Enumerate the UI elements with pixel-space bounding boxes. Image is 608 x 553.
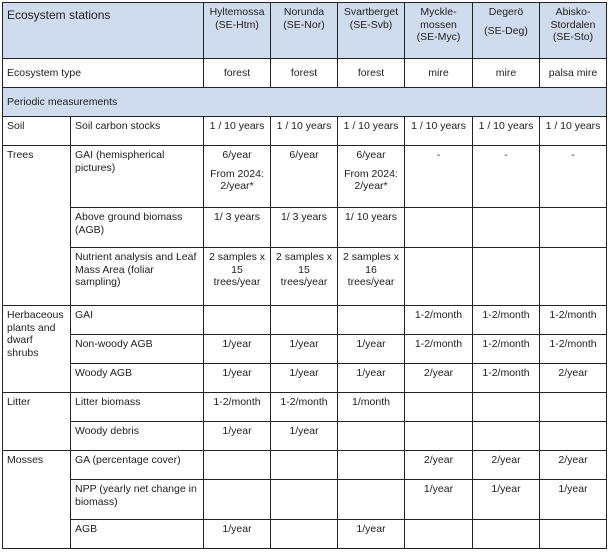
frequency-cell	[540, 117, 607, 146]
frequency-cell	[204, 364, 271, 393]
station-name: Svartberget	[343, 6, 399, 18]
frequency-cell	[473, 422, 540, 451]
frequency-cell	[405, 117, 473, 146]
measurement-label: Soil carbon stocks	[71, 117, 204, 146]
ecosystem-type-row	[3, 59, 607, 88]
frequency-cell	[405, 146, 473, 208]
frequency-cell	[405, 451, 473, 480]
frequency-cell	[540, 306, 607, 335]
frequency-value: 2 samples x 15 trees/year	[208, 251, 266, 288]
frequency-cell	[473, 208, 540, 248]
frequency-cell	[540, 364, 607, 393]
frequency-value: 1-2/month	[213, 396, 261, 408]
frequency-value: 1 / 10 years	[343, 120, 399, 132]
frequency-cell	[473, 393, 540, 422]
measurement-label: AGB	[71, 520, 204, 549]
frequency-cell	[338, 520, 405, 549]
ecosystem-type-value: forest	[204, 59, 271, 88]
frequency-cell	[204, 520, 271, 549]
frequency-value: -	[504, 149, 508, 161]
frequency-cell	[338, 480, 405, 520]
station-name: Myckle- mossen	[420, 6, 457, 31]
frequency-cell	[540, 208, 607, 248]
frequency-value: 1-2/month	[414, 309, 463, 321]
frequency-cell	[271, 422, 338, 451]
table-row	[3, 248, 607, 306]
frequency-cell	[405, 364, 473, 393]
section-title: Periodic measurements	[3, 88, 607, 117]
frequency-value: 6/year	[289, 149, 319, 161]
frequency-cell	[204, 480, 271, 520]
station-header-htm	[204, 3, 271, 59]
frequency-cell	[405, 248, 473, 306]
category-cell: Soil	[3, 117, 71, 146]
frequency-cell	[271, 451, 338, 480]
frequency-cell	[271, 248, 338, 306]
frequency-value: 1 / 10 years	[276, 120, 332, 132]
frequency-cell	[204, 146, 271, 208]
table-row	[3, 306, 607, 335]
frequency-value: 1-2/month	[549, 309, 597, 321]
station-code: (SE-Nor)	[283, 18, 325, 31]
table-row	[3, 451, 607, 480]
frequency-cell	[405, 306, 473, 335]
frequency-cell	[540, 335, 607, 364]
frequency-cell	[473, 480, 540, 520]
ecosystem-type-value: mire	[405, 59, 473, 88]
frequency-cell	[405, 208, 473, 248]
frequency-value: 1-2/month	[482, 367, 530, 379]
frequency-value: 1-2/month	[549, 338, 597, 350]
frequency-value: 2 samples x 15 trees/year	[275, 251, 333, 288]
station-name: Abisko- Stordalen	[550, 6, 596, 31]
station-code: (SE-Htm)	[215, 18, 259, 31]
frequency-cell	[338, 146, 405, 208]
table-row	[3, 364, 607, 393]
table-row	[3, 480, 607, 520]
category-cell: Litter	[3, 393, 71, 451]
ecosystem-type-label: Ecosystem type	[3, 59, 204, 88]
frequency-value: 6/year	[222, 149, 252, 161]
frequency-note: From 2024: 2/year*	[210, 167, 264, 192]
frequency-value: 2/year	[491, 454, 521, 466]
frequency-value: 1/year	[356, 338, 386, 350]
frequency-cell	[271, 146, 338, 208]
ecosystem-type-value: forest	[338, 59, 405, 88]
frequency-cell	[540, 451, 607, 480]
frequency-cell	[540, 393, 607, 422]
frequency-cell	[271, 306, 338, 335]
frequency-cell	[473, 364, 540, 393]
frequency-value: 1/year	[222, 367, 252, 379]
frequency-cell	[473, 451, 540, 480]
frequency-value: 1/year	[356, 523, 386, 535]
frequency-value: 1 / 10 years	[209, 120, 265, 132]
frequency-cell	[271, 393, 338, 422]
frequency-cell	[204, 306, 271, 335]
measurement-label: Nutrient analysis and Leaf Mass Area (foliar sampling)	[71, 248, 204, 306]
frequency-value: 1/year	[222, 425, 252, 437]
frequency-value: 2/year	[423, 454, 454, 466]
frequency-cell	[338, 393, 405, 422]
category-cell: Herbaceous plants and dwarf shrubs	[3, 306, 71, 393]
frequency-cell	[271, 364, 338, 393]
station-name: Hyltemossa	[209, 6, 265, 18]
frequency-cell	[405, 335, 473, 364]
measurement-label: Non-woody AGB	[71, 335, 204, 364]
frequency-cell	[338, 248, 405, 306]
frequency-cell	[540, 480, 607, 520]
frequency-value: 6/year	[356, 149, 386, 161]
frequency-value: 1/year	[423, 483, 454, 495]
frequency-cell	[338, 117, 405, 146]
frequency-value: 1/ 3 years	[213, 211, 261, 223]
station-code: (SE-Sto)	[552, 31, 594, 43]
frequency-cell	[338, 364, 405, 393]
frequency-cell	[204, 422, 271, 451]
frequency-value: -	[436, 149, 441, 161]
frequency-cell	[405, 393, 473, 422]
frequency-cell	[271, 117, 338, 146]
station-header-myc	[405, 3, 473, 59]
measurement-label: Above ground biomass (AGB)	[71, 208, 204, 248]
frequency-cell	[271, 335, 338, 364]
frequency-cell	[338, 306, 405, 335]
frequency-value: 1 / 10 years	[411, 120, 466, 132]
frequency-cell	[405, 422, 473, 451]
measurement-label: NPP (yearly net change in biomass)	[71, 480, 204, 520]
frequency-cell	[204, 335, 271, 364]
measurement-label: GA (percentage cover)	[71, 451, 204, 480]
frequency-value: 1/year	[222, 338, 252, 350]
station-header-deg	[473, 3, 540, 59]
ecosystem-type-value: palsa mire	[540, 59, 607, 88]
station-code: (SE-Deg)	[484, 24, 528, 37]
frequency-value: 1/year	[558, 483, 588, 495]
section-row	[3, 88, 607, 117]
station-header-nor	[271, 3, 338, 59]
measurement-label: Litter biomass	[71, 393, 204, 422]
station-code: (SE-Myc)	[416, 31, 461, 43]
frequency-value: 1-2/month	[482, 338, 530, 350]
frequency-value: 1/ 10 years	[345, 211, 397, 223]
measurement-label: Woody debris	[71, 422, 204, 451]
measurements-table	[2, 2, 607, 549]
frequency-cell	[338, 451, 405, 480]
frequency-cell	[405, 520, 473, 549]
frequency-cell	[473, 520, 540, 549]
measurement-label: Woody AGB	[71, 364, 204, 393]
frequency-cell	[204, 451, 271, 480]
frequency-value: 1 / 10 years	[545, 120, 601, 132]
frequency-value: 1/year	[491, 483, 521, 495]
category-cell: Trees	[3, 146, 71, 306]
frequency-cell	[338, 422, 405, 451]
frequency-cell	[338, 208, 405, 248]
frequency-cell	[271, 208, 338, 248]
table-row	[3, 520, 607, 549]
frequency-cell	[405, 480, 473, 520]
frequency-cell	[204, 248, 271, 306]
frequency-cell	[473, 306, 540, 335]
frequency-cell	[540, 146, 607, 208]
table-title: Ecosystem stations	[3, 3, 204, 59]
frequency-value: 2 samples x 16 trees/year	[342, 251, 400, 288]
frequency-value: 1/year	[289, 338, 319, 350]
measurement-label: GAI (hemispherical pictures)	[71, 146, 204, 208]
table-row	[3, 393, 607, 422]
measurement-label: GAI	[71, 306, 204, 335]
table-row	[3, 146, 607, 208]
frequency-value: 1/year	[289, 425, 319, 437]
ecosystem-type-value: mire	[473, 59, 540, 88]
category-cell: Mosses	[3, 451, 71, 549]
frequency-cell	[473, 335, 540, 364]
frequency-cell	[473, 248, 540, 306]
frequency-value: 1/year	[222, 523, 252, 535]
table-row	[3, 208, 607, 248]
frequency-value: 1-2/month	[482, 309, 530, 321]
frequency-cell	[271, 520, 338, 549]
frequency-cell	[204, 117, 271, 146]
table-row	[3, 335, 607, 364]
frequency-value: 1/ 3 years	[280, 211, 328, 223]
frequency-value: 1-2/month	[414, 338, 463, 350]
table-row	[3, 117, 607, 146]
table-row	[3, 422, 607, 451]
frequency-note: From 2024: 2/year*	[344, 167, 398, 192]
frequency-value: 1-2/month	[280, 396, 328, 408]
frequency-cell	[271, 480, 338, 520]
frequency-value: 1/year	[356, 367, 386, 379]
frequency-value: 1/year	[289, 367, 319, 379]
station-header-svb	[338, 3, 405, 59]
station-header-sto	[540, 3, 607, 59]
station-code: (SE-Svb)	[349, 18, 393, 31]
frequency-cell	[473, 117, 540, 146]
frequency-cell	[540, 248, 607, 306]
frequency-value: 1/month	[352, 396, 390, 408]
header-row	[3, 3, 607, 59]
frequency-cell	[204, 393, 271, 422]
frequency-value: 2/year	[423, 367, 454, 379]
frequency-cell	[540, 422, 607, 451]
station-name: Degerö	[488, 6, 524, 18]
frequency-cell	[473, 146, 540, 208]
frequency-cell	[338, 335, 405, 364]
frequency-cell	[204, 208, 271, 248]
frequency-value: -	[571, 149, 575, 161]
ecosystem-type-value: forest	[271, 59, 338, 88]
station-name: Norunda	[283, 6, 325, 18]
frequency-value: 2/year	[558, 454, 588, 466]
frequency-cell	[540, 520, 607, 549]
frequency-value: 2/year	[558, 367, 588, 379]
frequency-value: 1 / 10 years	[478, 120, 534, 132]
